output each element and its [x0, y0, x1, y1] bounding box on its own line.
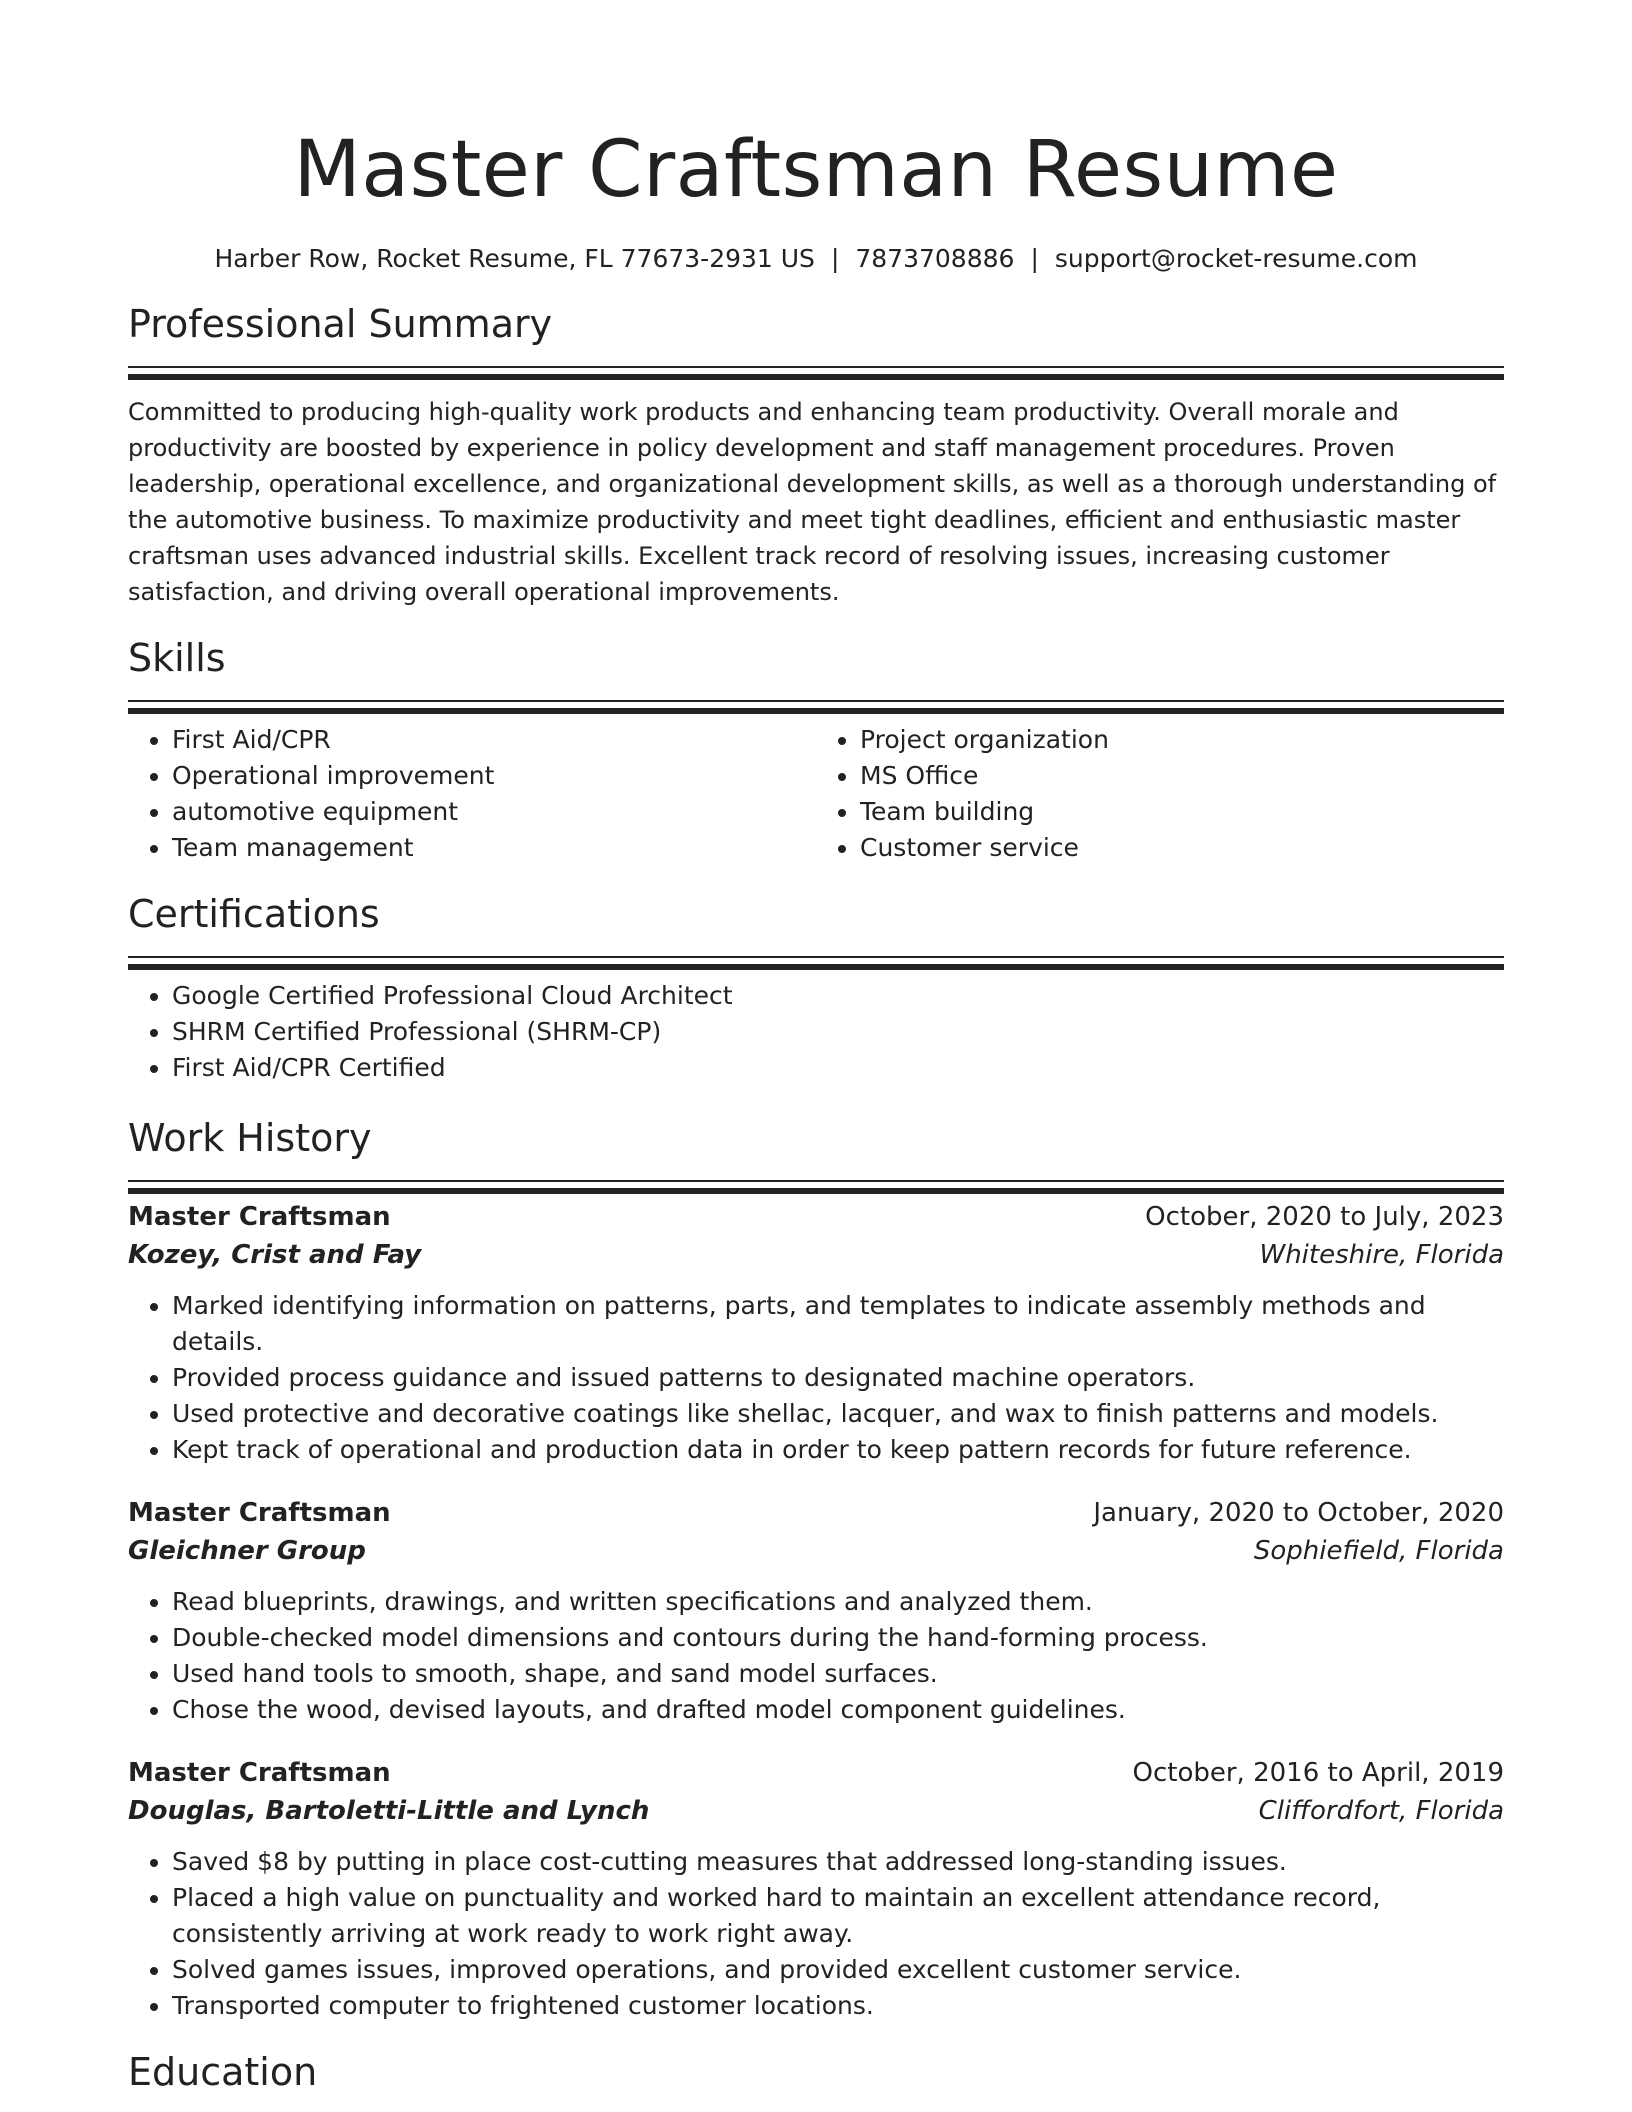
work-history-section [128, 1114, 1504, 2024]
job-bullets [128, 1584, 1504, 1728]
skill-item: • First Aid/CPR [172, 722, 816, 758]
skills-list-right [816, 722, 1504, 866]
job-bullet: • Used protective and decorative coatings like shellac, lacquer, and wax to finish patterns and models. [172, 1396, 1504, 1432]
job-bullets [128, 1844, 1504, 2024]
job-bullets [128, 1288, 1504, 1468]
job-company: Douglas, Bartoletti-Little and Lynch [128, 1796, 650, 1826]
job-location: Cliffordfort, Florida [1258, 1796, 1504, 1826]
job-entry [128, 1494, 1504, 1728]
job-bullet: • Placed a high value on punctuality and worked hard to maintain an excellent attendance record, consistently arriving at work ready to work right away. [172, 1880, 1504, 1952]
job-title: Master Craftsman [128, 1202, 391, 1232]
certifications-heading: Certifications [128, 892, 380, 936]
job-dates: October, 2016 to April, 2019 [1132, 1758, 1504, 1788]
job-header-row [128, 1494, 1504, 1532]
job-dates: January, 2020 to October, 2020 [1093, 1498, 1504, 1528]
job-subheader-row [128, 1236, 1504, 1274]
skills-section [128, 634, 1504, 866]
job-location: Sophiefield, Florida [1253, 1536, 1504, 1566]
section-divider [128, 956, 1504, 958]
contact-separator: | [1030, 244, 1039, 273]
certification-item: • Google Certified Professional Cloud Architect [172, 978, 1504, 1014]
contact-phone: 7873708886 [855, 244, 1015, 273]
contact-line [128, 242, 1504, 276]
section-divider [128, 700, 1504, 702]
education-heading: Education [128, 2050, 318, 2094]
summary-section [128, 300, 1504, 610]
education-section [128, 2048, 1504, 2096]
job-bullet: • Kept track of operational and production data in order to keep pattern records for future reference. [172, 1432, 1504, 1468]
job-subheader-row [128, 1532, 1504, 1570]
job-bullet: • Transported computer to frightened customer locations. [172, 1988, 1504, 2024]
contact-separator: | [830, 244, 840, 273]
skill-item: • automotive equipment [172, 794, 816, 830]
certifications-list [128, 978, 1504, 1086]
job-bullet: • Double-checked model dimensions and contours during the hand-forming process. [172, 1620, 1504, 1656]
job-header-row [128, 1754, 1504, 1792]
skills-list-left [128, 722, 816, 866]
job-entry [128, 1198, 1504, 1468]
section-divider [128, 366, 1504, 368]
skill-item: • Customer service [860, 830, 1504, 866]
certification-item: • First Aid/CPR Certified [172, 1050, 1504, 1086]
certification-item: • SHRM Certified Professional (SHRM-CP) [172, 1014, 1504, 1050]
job-bullet: • Read blueprints, drawings, and written specifications and analyzed them. [172, 1584, 1504, 1620]
job-entry [128, 1754, 1504, 2024]
job-bullet: • Saved $8 by putting in place cost-cutting measures that addressed long-standing issues. [172, 1844, 1504, 1880]
job-subheader-row [128, 1792, 1504, 1830]
contact-email: support@rocket-resume.com [1054, 244, 1418, 273]
resume-title: Master Craftsman Resume [293, 125, 1339, 215]
contact-address: Harber Row, Rocket Resume, FL 77673-2931 US [214, 244, 815, 273]
job-title: Master Craftsman [128, 1498, 391, 1528]
work-history-heading: Work History [128, 1116, 372, 1160]
skill-item: • Operational improvement [172, 758, 816, 794]
section-divider [128, 1180, 1504, 1182]
summary-heading: Professional Summary [128, 302, 553, 346]
skill-item: • Team building [860, 794, 1504, 830]
job-bullet: • Marked identifying information on patterns, parts, and templates to indicate assembly methods and details. [172, 1288, 1504, 1360]
certifications-section [128, 890, 1504, 1086]
job-bullet: • Chose the wood, devised layouts, and drafted model component guidelines. [172, 1692, 1504, 1728]
skills-heading: Skills [128, 636, 226, 680]
job-bullet: • Provided process guidance and issued patterns to designated machine operators. [172, 1360, 1504, 1396]
skills-grid [128, 722, 1504, 866]
summary-text: Committed to producing high-quality work products and enhancing team productivity. Overall morale and productivity are boosted by experience in policy development and staff management procedures. Proven leadership, operational excellence, and organizational development skills, as well as a thorough understanding of the automotive business. To maximize productivity and meet tight deadlines, efficient and enthusiastic master craftsman uses advanced industrial skills. Excellent track record of resolving issues, increasing customer satisfaction, and driving overall operational improvements. [128, 398, 1497, 606]
skill-item: • Project organization [860, 722, 1504, 758]
job-company: Gleichner Group [128, 1536, 366, 1566]
skill-item: • Team management [172, 830, 816, 866]
job-title: Master Craftsman [128, 1758, 391, 1788]
job-dates: October, 2020 to July, 2023 [1145, 1202, 1504, 1232]
job-location: Whiteshire, Florida [1259, 1240, 1504, 1270]
skill-item: • MS Office [860, 758, 1504, 794]
job-header-row [128, 1198, 1504, 1236]
job-bullet: • Used hand tools to smooth, shape, and sand model surfaces. [172, 1656, 1504, 1692]
resume-page [128, 0, 1504, 2096]
job-bullet: • Solved games issues, improved operations, and provided excellent customer service. [172, 1952, 1504, 1988]
job-company: Kozey, Crist and Fay [128, 1240, 422, 1270]
